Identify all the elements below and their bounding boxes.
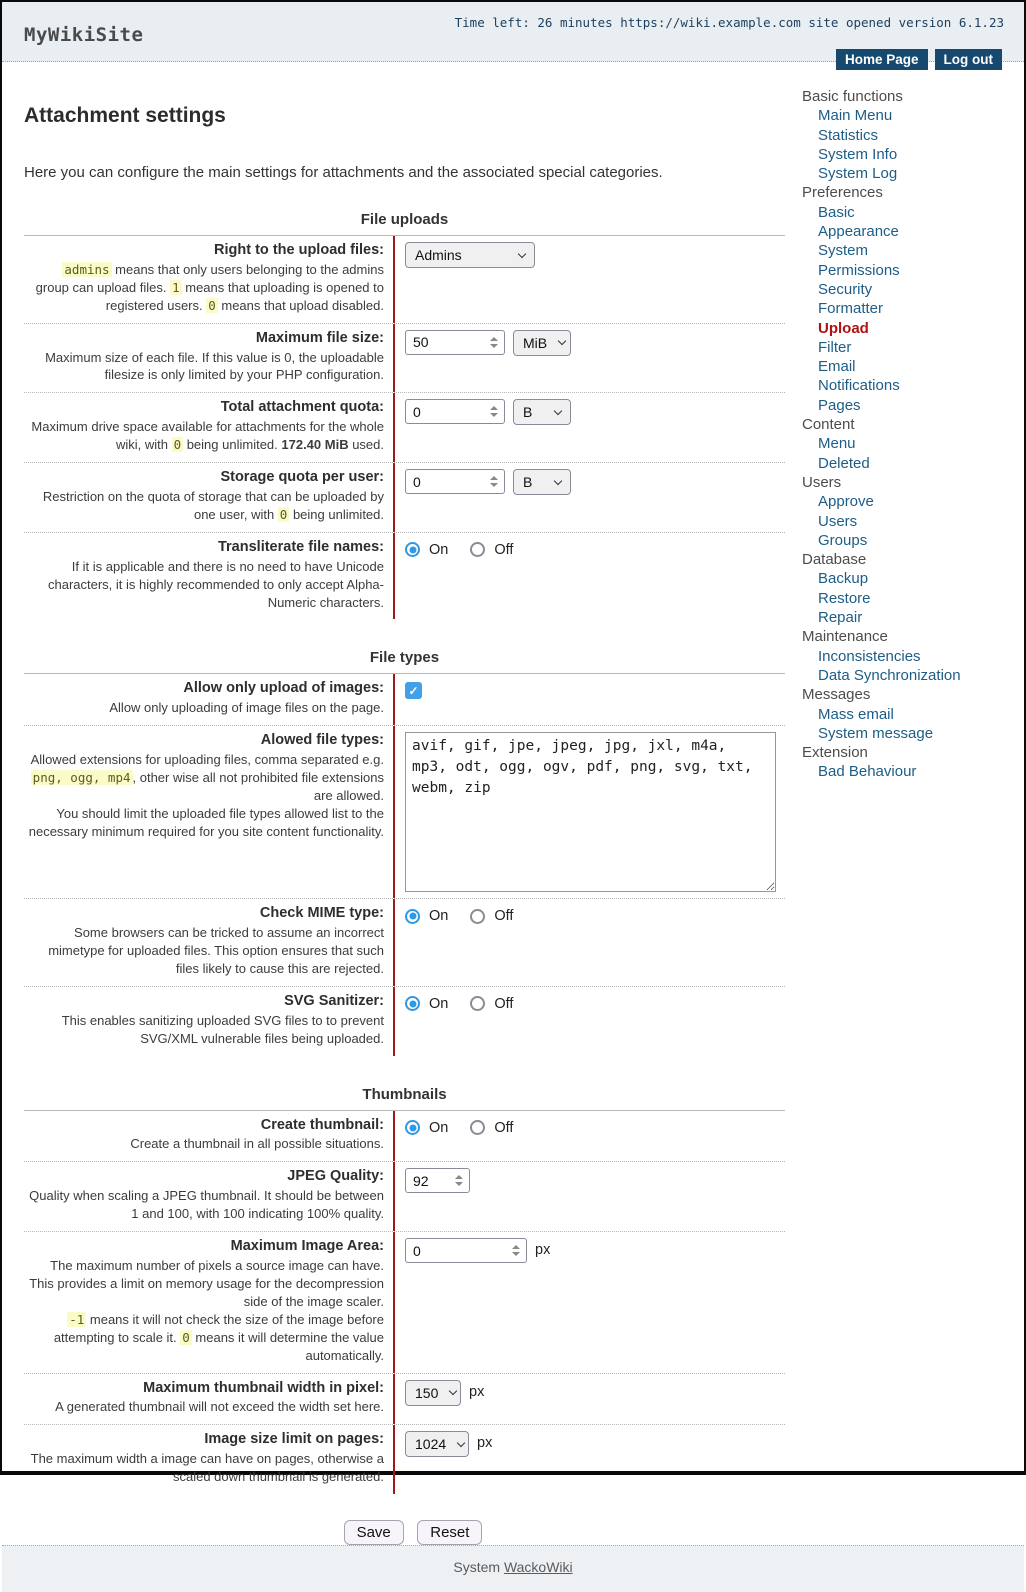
svg-sanitizer-on-radio[interactable] bbox=[405, 996, 448, 1012]
unit-suffix: px bbox=[469, 1383, 485, 1400]
form-row bbox=[24, 986, 785, 1056]
max-image-area-input[interactable] bbox=[405, 1238, 527, 1263]
chevron-down-icon bbox=[554, 476, 562, 484]
field-label: Right to the upload files: bbox=[214, 242, 384, 258]
sidebar-item-system-log[interactable]: System Log bbox=[818, 165, 898, 183]
spinner-down-icon[interactable] bbox=[490, 483, 498, 487]
select-value: 150 bbox=[415, 1384, 439, 1401]
spinner-up-down-icon[interactable] bbox=[488, 337, 504, 348]
header-buttons bbox=[836, 49, 1002, 70]
description-text: being unlimited. bbox=[289, 506, 384, 522]
max-file-size-unit-select[interactable] bbox=[513, 330, 571, 356]
number-value: 92 bbox=[413, 1172, 429, 1189]
total-quota-input[interactable] bbox=[405, 399, 505, 424]
field-control-cell bbox=[395, 1111, 785, 1162]
description-text: being unlimited. bbox=[183, 437, 282, 453]
spinner-up-down-icon[interactable] bbox=[453, 1175, 469, 1186]
section-title-file-types: File types bbox=[24, 649, 785, 674]
select-value: 1024 bbox=[415, 1436, 447, 1453]
sidebar-item-filter[interactable]: Filter bbox=[818, 338, 852, 356]
field-label-cell bbox=[24, 899, 395, 986]
sidebar-group-messages: Messages bbox=[802, 686, 871, 704]
form-row bbox=[24, 1111, 785, 1162]
spinner-up-icon[interactable] bbox=[490, 476, 498, 480]
sidebar-item-statistics[interactable]: Statistics bbox=[818, 126, 879, 144]
field-label-cell bbox=[24, 393, 395, 462]
sidebar-item-repair[interactable]: Repair bbox=[818, 609, 863, 627]
sidebar-nav bbox=[802, 62, 1002, 782]
field-control-cell bbox=[395, 1425, 785, 1494]
create-thumbnail-off-radio[interactable] bbox=[470, 1120, 513, 1136]
page-footer bbox=[2, 1545, 1024, 1592]
user-quota-unit-select[interactable] bbox=[513, 469, 571, 495]
radio-unselected-icon[interactable] bbox=[470, 1120, 485, 1135]
description-text: Maximum drive space available for attachments for the whole wiki, with bbox=[31, 419, 384, 453]
mime-check-radio-group bbox=[405, 905, 513, 924]
form-row bbox=[24, 532, 785, 620]
transliterate-on-radio[interactable] bbox=[405, 542, 448, 558]
form-row bbox=[24, 236, 785, 323]
spinner-down-icon[interactable] bbox=[490, 344, 498, 348]
description-text: , other wise all not prohibited file extensions are allowed. bbox=[132, 770, 384, 803]
unit-suffix: px bbox=[477, 1435, 493, 1452]
sidebar-item-restore[interactable]: Restore bbox=[818, 589, 871, 607]
description-text: used. bbox=[348, 437, 384, 453]
description-text: Create a thumbnail in all possible situations. bbox=[130, 1136, 384, 1152]
sidebar-item-email[interactable]: Email bbox=[818, 358, 856, 376]
sidebar-item-approve[interactable]: Approve bbox=[818, 493, 874, 511]
field-description bbox=[28, 1187, 384, 1223]
sidebar-item-data-synchronization[interactable]: Data Synchronization bbox=[818, 666, 961, 684]
chevron-down-icon bbox=[554, 407, 562, 415]
field-label: Maximum thumbnail width in pixel: bbox=[143, 1379, 384, 1396]
form-row bbox=[24, 392, 785, 462]
field-label-cell bbox=[24, 1374, 395, 1425]
field-label-cell bbox=[24, 987, 395, 1056]
spinner-down-icon[interactable] bbox=[455, 1182, 463, 1186]
svg-sanitizer-radio-group bbox=[405, 993, 513, 1012]
sidebar-group-basic-functions: Basic functions bbox=[802, 88, 903, 105]
field-label: Allow only upload of images: bbox=[183, 680, 384, 697]
wackowiki-link[interactable]: WackoWiki bbox=[503, 1559, 573, 1576]
sidebar-item-system[interactable]: System bbox=[818, 242, 869, 260]
form-row bbox=[24, 1373, 785, 1425]
radio-selected-icon[interactable] bbox=[405, 996, 420, 1011]
sidebar-item-security[interactable]: Security bbox=[818, 280, 873, 298]
description-text: The maximum number of pixels a source image can have. This provides a limit on memory usage for the decompression side of the image scaler. bbox=[29, 1257, 384, 1309]
transliterate-off-radio[interactable] bbox=[470, 542, 513, 558]
sidebar-item-upload[interactable]: Upload bbox=[818, 319, 869, 337]
chevron-down-icon bbox=[457, 1439, 465, 1447]
number-value: 0 bbox=[413, 473, 421, 490]
field-control-cell bbox=[395, 1162, 785, 1231]
sidebar-item-basic[interactable]: Basic bbox=[818, 203, 855, 221]
transliterate-radio-group bbox=[405, 539, 513, 558]
description-text: A generated thumbnail will not exceed the width set here. bbox=[55, 1399, 384, 1415]
radio-selected-icon[interactable] bbox=[405, 909, 420, 924]
intro-text: Here you can configure the main settings for attachments and the associated special categories. bbox=[24, 164, 663, 181]
field-control-cell bbox=[395, 1374, 785, 1425]
field-label: Image size limit on pages: bbox=[204, 1431, 384, 1448]
highlighted-code: -1 bbox=[69, 1311, 85, 1327]
description-text: Restriction on the quota of storage that can be uploaded by one user, with bbox=[42, 488, 384, 522]
form-row bbox=[24, 323, 785, 393]
sidebar-item-inconsistencies[interactable]: Inconsistencies bbox=[818, 647, 921, 665]
sidebar-group-content: Content bbox=[802, 416, 855, 434]
create-thumbnail-on-radio[interactable] bbox=[405, 1120, 448, 1136]
highlighted-code: admins bbox=[64, 261, 110, 277]
field-control-cell bbox=[395, 533, 785, 620]
sidebar-item-appearance[interactable]: Appearance bbox=[818, 223, 899, 241]
field-control-cell bbox=[395, 726, 785, 898]
field-label: Storage quota per user: bbox=[220, 469, 384, 486]
highlighted-code: 0 bbox=[173, 437, 182, 453]
radio-selected-icon[interactable] bbox=[405, 542, 420, 557]
description-text: This enables sanitizing uploaded SVG files to to prevent SVG/XML vulnerable files being uploaded. bbox=[61, 1012, 384, 1046]
chevron-down-icon bbox=[518, 249, 526, 257]
upload-rights-select[interactable] bbox=[405, 242, 535, 268]
radio-unselected-icon[interactable] bbox=[470, 909, 485, 924]
number-value: 0 bbox=[413, 1242, 421, 1259]
site-title: MyWikiSite bbox=[24, 24, 144, 46]
form-row bbox=[24, 1231, 785, 1372]
field-description bbox=[28, 261, 384, 315]
footer-text: System bbox=[453, 1559, 501, 1576]
field-control-cell bbox=[395, 324, 785, 393]
sidebar-group-users: Users bbox=[802, 473, 842, 491]
total-quota-unit-select[interactable] bbox=[513, 399, 571, 425]
sidebar-item-formatter[interactable]: Formatter bbox=[818, 300, 884, 318]
page-title: Attachment settings bbox=[24, 104, 226, 127]
field-label: SVG Sanitizer: bbox=[284, 992, 384, 1009]
image-size-limit-select[interactable] bbox=[405, 1431, 469, 1457]
field-description bbox=[28, 558, 384, 612]
spinner-up-down-icon[interactable] bbox=[510, 1245, 526, 1256]
sidebar-item-system-message[interactable]: System message bbox=[818, 724, 934, 742]
field-control-cell bbox=[395, 674, 785, 725]
images-only-checkbox[interactable]: ✓ bbox=[405, 682, 422, 699]
action-row bbox=[24, 1520, 802, 1545]
radio-unselected-icon[interactable] bbox=[470, 996, 485, 1011]
field-label: Alowed file types: bbox=[260, 732, 384, 749]
field-label: Check MIME type: bbox=[259, 905, 384, 922]
field-control-cell bbox=[395, 899, 785, 986]
description-text: Maximum size of each file. If this value is 0, the uploadable filesize is only limited by your PHP configuration. bbox=[45, 349, 384, 383]
field-description bbox=[28, 1257, 384, 1365]
description-text: means that uploading is opened to registered users. bbox=[105, 279, 384, 313]
select-value: B bbox=[523, 474, 533, 491]
radio-label: Off bbox=[494, 995, 514, 1012]
field-description bbox=[28, 699, 384, 717]
description-text: means it will not check the size of the image before attempting to scale it. bbox=[53, 1311, 384, 1345]
radio-label: On bbox=[429, 908, 449, 925]
radio-label: Off bbox=[494, 908, 514, 925]
field-label-cell bbox=[24, 236, 395, 323]
sidebar-group-extension: Extension bbox=[802, 744, 868, 762]
field-label-cell bbox=[24, 463, 395, 532]
section-title-thumbnails: Thumbnails bbox=[24, 1086, 785, 1111]
save-button[interactable]: Save bbox=[344, 1520, 404, 1545]
description-text: means it will determine the value automatically. bbox=[191, 1329, 384, 1363]
radio-label: On bbox=[429, 541, 449, 558]
allowed-types-textarea[interactable] bbox=[405, 732, 776, 892]
jpeg-quality-input[interactable] bbox=[405, 1168, 470, 1193]
sidebar-group-database: Database bbox=[802, 551, 867, 569]
main-content bbox=[2, 62, 802, 1545]
form-row bbox=[24, 898, 785, 986]
description-text: If it is applicable and there is no need to have Unicode characters, it is highly recommended to only accept Alpha-Numeric characters. bbox=[47, 558, 384, 610]
mime-check-on-radio[interactable] bbox=[405, 908, 448, 924]
select-value: Admins bbox=[415, 247, 462, 263]
highlighted-code: 1 bbox=[172, 279, 180, 295]
field-control-cell bbox=[395, 393, 785, 462]
sidebar-item-main-menu[interactable]: Main Menu bbox=[818, 107, 893, 125]
radio-unselected-icon[interactable] bbox=[470, 542, 485, 557]
max-file-size-input[interactable] bbox=[405, 330, 505, 355]
field-description bbox=[28, 488, 384, 524]
select-value: B bbox=[523, 404, 533, 421]
spinner-up-icon[interactable] bbox=[512, 1245, 520, 1249]
select-value: MiB bbox=[523, 334, 548, 351]
logout-button[interactable]: Log out bbox=[935, 49, 1002, 70]
field-label: Create thumbnail: bbox=[260, 1116, 384, 1133]
section-title-file-uploads: File uploads bbox=[24, 211, 785, 236]
radio-selected-icon[interactable] bbox=[405, 1120, 420, 1135]
description-text: Allow only uploading of image files on the page. bbox=[109, 700, 384, 716]
radio-label: On bbox=[429, 995, 449, 1012]
form-row bbox=[24, 1424, 785, 1494]
form-row bbox=[24, 674, 785, 725]
site-header bbox=[2, 2, 1024, 67]
number-value: 50 bbox=[413, 334, 429, 351]
reset-button[interactable]: Reset bbox=[417, 1520, 482, 1545]
sidebar-item-mass-email[interactable]: Mass email bbox=[818, 705, 894, 723]
field-control-cell bbox=[395, 463, 785, 532]
form-row bbox=[24, 1161, 785, 1231]
field-control-cell bbox=[395, 987, 785, 1056]
spinner-up-icon[interactable] bbox=[455, 1175, 463, 1179]
spinner-down-icon[interactable] bbox=[512, 1252, 520, 1256]
field-description bbox=[28, 1398, 384, 1416]
field-label: Total attachment quota: bbox=[220, 399, 384, 416]
sidebar-item-pages[interactable]: Pages bbox=[818, 396, 861, 414]
description-text: 172.40 MiB bbox=[281, 437, 349, 453]
highlighted-code: 0 bbox=[208, 297, 216, 313]
spinner-up-icon[interactable] bbox=[490, 337, 498, 341]
form-row bbox=[24, 725, 785, 898]
user-quota-input[interactable] bbox=[405, 469, 505, 494]
description-text: Allowed extensions for uploading files, comma separated e.g. bbox=[30, 752, 384, 768]
sidebar-item-users[interactable]: Users bbox=[818, 512, 858, 530]
thumb-width-select[interactable] bbox=[405, 1380, 461, 1406]
sidebar-item-menu[interactable]: Menu bbox=[818, 435, 856, 453]
svg-sanitizer-off-radio[interactable] bbox=[470, 996, 513, 1012]
field-label-cell bbox=[24, 1232, 395, 1372]
description-text: means that only users belonging to the admins group can upload files. bbox=[35, 261, 384, 295]
sidebar-item-deleted[interactable]: Deleted bbox=[818, 454, 870, 472]
description-text: Some browsers can be tricked to assume an incorrect mimetype for uploaded files. This option ensures that such files likely to cause this are rejected. bbox=[48, 925, 384, 976]
field-label: JPEG Quality: bbox=[287, 1168, 384, 1185]
field-label: Transliterate file names: bbox=[217, 538, 384, 555]
description-text: means that upload disabled. bbox=[217, 297, 384, 313]
field-label-cell bbox=[24, 1111, 395, 1162]
sidebar-item-system-info[interactable]: System Info bbox=[818, 145, 898, 163]
field-description bbox=[28, 924, 384, 978]
mime-check-off-radio[interactable] bbox=[470, 908, 513, 924]
chevron-down-icon bbox=[558, 337, 566, 345]
spinner-up-down-icon[interactable] bbox=[488, 406, 504, 417]
field-label-cell bbox=[24, 1162, 395, 1231]
field-label: Maximum file size: bbox=[255, 329, 384, 346]
description-text: Quality when scaling a JPEG thumbnail. It should be between 1 and 100, with 100 indicating 100% quality. bbox=[29, 1188, 384, 1222]
highlighted-code: 0 bbox=[182, 1329, 190, 1345]
field-description bbox=[28, 349, 384, 385]
number-value: 0 bbox=[413, 403, 421, 420]
highlighted-code: png, ogg, mp4 bbox=[32, 770, 131, 786]
field-description bbox=[28, 751, 384, 841]
sidebar-item-backup[interactable]: Backup bbox=[818, 570, 869, 588]
field-label-cell bbox=[24, 533, 395, 620]
form-row bbox=[24, 462, 785, 532]
sidebar-item-notifications[interactable]: Notifications bbox=[818, 377, 900, 395]
field-description bbox=[28, 1450, 384, 1486]
sidebar-item-groups[interactable]: Groups bbox=[818, 531, 868, 549]
radio-label: Off bbox=[494, 1119, 514, 1136]
settings-form bbox=[24, 211, 785, 1494]
unit-suffix: px bbox=[535, 1242, 551, 1259]
field-description bbox=[28, 1135, 384, 1153]
field-description bbox=[28, 418, 384, 454]
field-control-cell bbox=[395, 236, 785, 323]
radio-label: Off bbox=[494, 541, 514, 558]
spinner-up-icon[interactable] bbox=[490, 406, 498, 410]
highlighted-code: 0 bbox=[279, 506, 288, 522]
field-label: Maximum Image Area: bbox=[230, 1238, 384, 1255]
field-label-cell bbox=[24, 726, 395, 898]
radio-label: On bbox=[429, 1119, 449, 1136]
chevron-down-icon bbox=[449, 1387, 457, 1395]
sidebar-item-permissions[interactable]: Permissions bbox=[818, 261, 900, 279]
field-control-cell bbox=[395, 1232, 785, 1372]
spinner-down-icon[interactable] bbox=[490, 413, 498, 417]
field-label-cell bbox=[24, 674, 395, 725]
sidebar-item-bad-behaviour[interactable]: Bad Behaviour bbox=[818, 763, 917, 781]
field-description bbox=[28, 1012, 384, 1048]
create-thumbnail-radio-group bbox=[405, 1117, 513, 1136]
field-label-cell bbox=[24, 1425, 395, 1494]
spinner-up-down-icon[interactable] bbox=[488, 476, 504, 487]
page-body bbox=[2, 62, 1024, 1545]
field-label-cell bbox=[24, 324, 395, 393]
session-info: Time left: 26 minutes https://wiki.example.com site opened version 6.1.23 bbox=[454, 15, 1004, 30]
sidebar-group-maintenance: Maintenance bbox=[802, 628, 888, 646]
description-text: You should limit the uploaded file types allowed list to the necessary minimum required for you site content functionality. bbox=[28, 805, 384, 839]
sidebar-group-preferences: Preferences bbox=[802, 184, 883, 202]
home-page-button[interactable]: Home Page bbox=[836, 49, 928, 70]
description-text: The maximum width a image can have on pages, otherwise a scaled down thumbnail is generated. bbox=[30, 1451, 384, 1485]
